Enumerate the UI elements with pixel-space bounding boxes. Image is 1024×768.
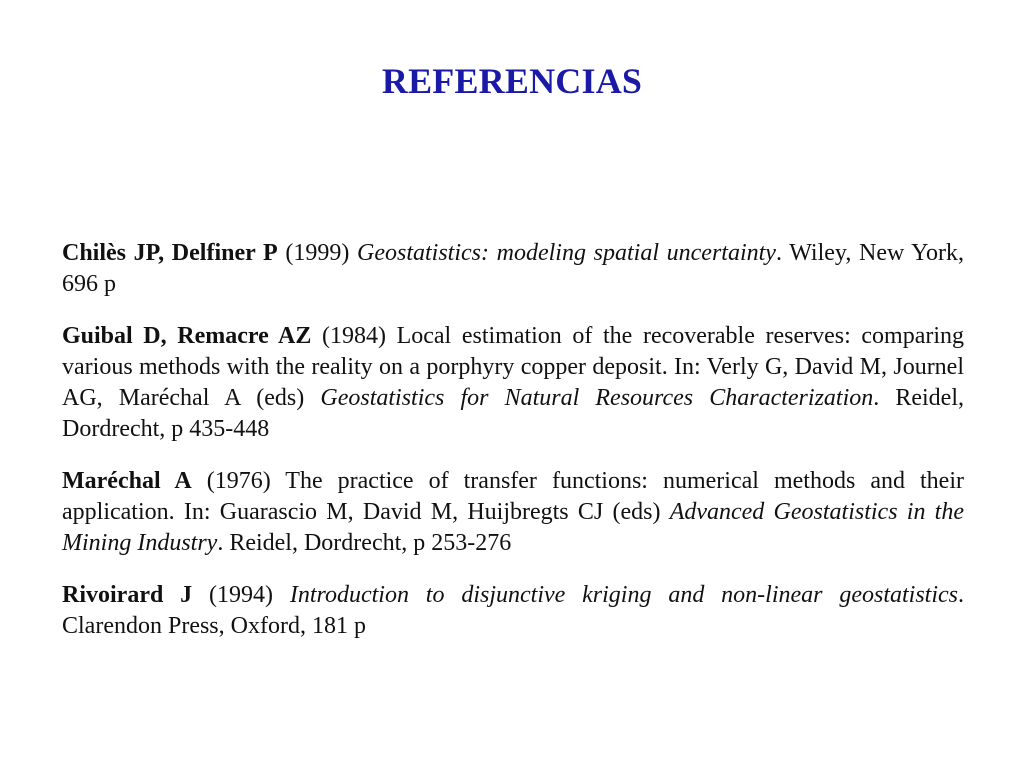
reference-authors: Chilès JP, Delfiner P (62, 240, 278, 266)
reference-year: (1999) (277, 240, 357, 266)
reference-details: . Reidel, Dordrecht, p 253-276 (217, 530, 512, 556)
reference-details: . Wiley, New York, 696 p (62, 240, 965, 297)
reference-year: (1994) (192, 582, 290, 608)
reference-item (62, 580, 964, 642)
reference-year: (1976) (191, 468, 286, 494)
reference-authors: Guibal D, Remacre AZ (62, 323, 312, 349)
reference-title: Geostatistics for Natural Resources Characterization (320, 385, 874, 411)
reference-item (62, 238, 964, 300)
page-title: REFERENCIAS (381, 61, 643, 101)
reference-item (62, 466, 964, 559)
reference-item (62, 321, 964, 445)
reference-title: Introduction to disjunctive kriging and non-linear geostatistics (289, 582, 958, 608)
reference-description: Local estimation of the recoverable reserves: comparing various methods with the reality on a porphyry copper deposit. In: Verly G, David M, Journel AG, Maréchal A (eds) (62, 323, 964, 411)
reference-title: Advanced Geostatistics in the Mining Industry (62, 499, 964, 556)
reference-description: The practice of transfer functions: numerical methods and their application. In: Guarascio M, David M, Huijbregts CJ (eds) (62, 468, 964, 525)
reference-list (62, 238, 964, 663)
reference-authors: Maréchal A (62, 468, 192, 494)
reference-details: . Clarendon Press, Oxford, 181 p (62, 582, 964, 639)
reference-details: . Reidel, Dordrecht, p 435-448 (62, 385, 965, 442)
reference-title: Geostatistics: modeling spatial uncertainty (357, 240, 776, 266)
reference-authors: Rivoirard J (62, 582, 193, 608)
reference-year: (1984) (311, 323, 397, 349)
